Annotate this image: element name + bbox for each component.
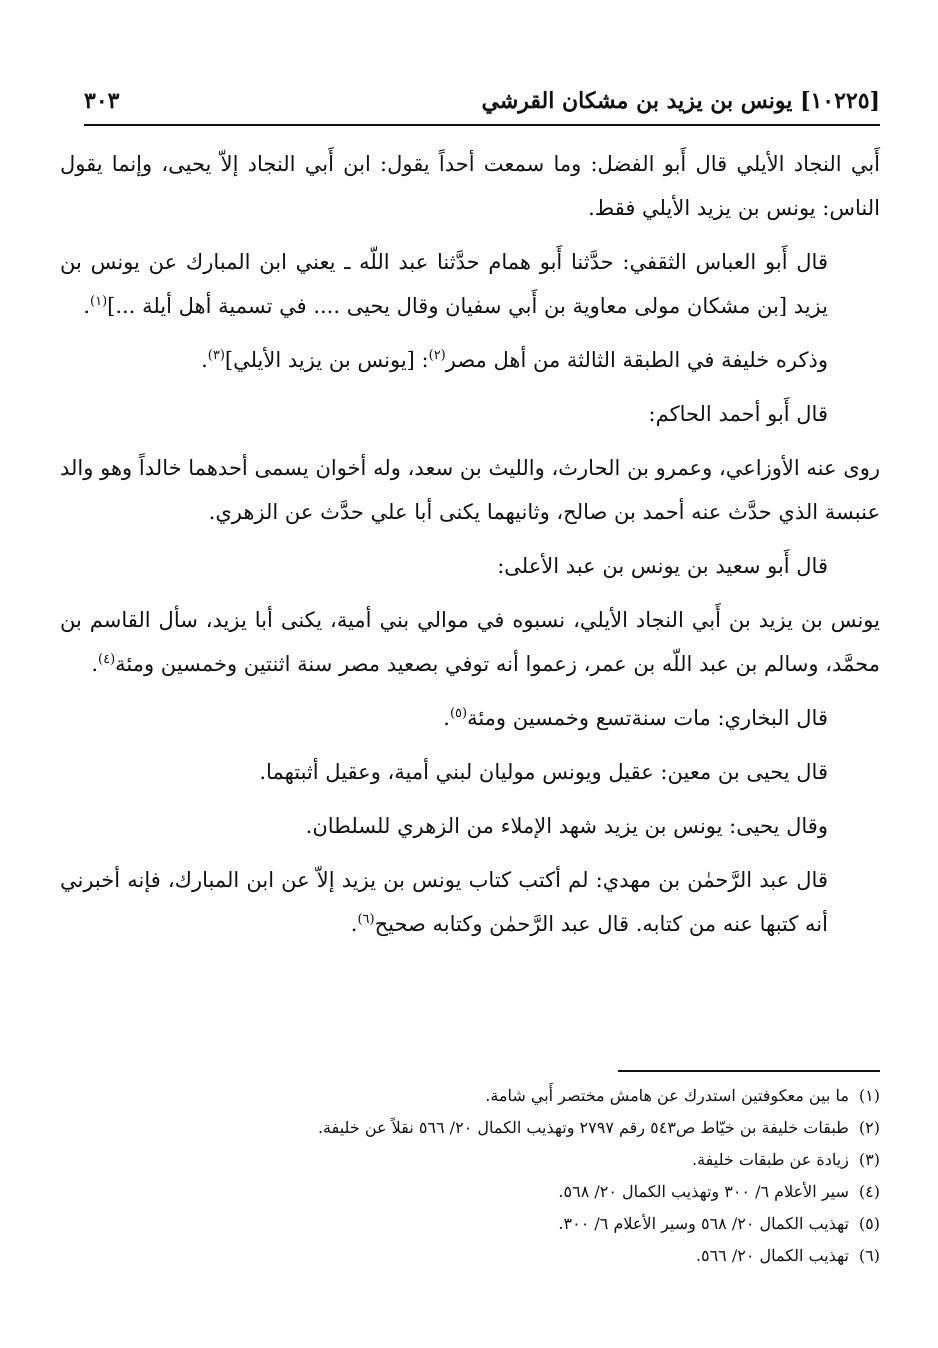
paragraph-5: روى عنه الأوزاعي، وعمرو بن الحارث، والليث بن سعد، وله أخوان يسمى أحدهما خالداً وهو والد عنبسة الذي حدَّث عنه أحمد بن صالح، وثانيهما يكنى أبا علي حدَّث عن الزهري. — [60, 456, 880, 524]
footnote-ref-2[interactable]: (٢) — [428, 348, 446, 363]
footnotes — [60, 1080, 880, 1272]
main-text — [60, 142, 880, 956]
running-title: [١٠٢٢٥] يونس بن يزيد بن مشكان القرشي — [481, 88, 880, 114]
paragraph-1: أَبي النجاد الأيلي قال أَبو الفضل: وما سمعت أحداً يقول: ابن أَبي النجاد إلاّ يحيى، وإنما يقول الناس: يونس بن يزيد الأيلي فقط. — [60, 152, 880, 220]
paragraph-8: قال البخاري: مات سنةتسع وخمسين ومئة$^{(٥)}$. — [443, 706, 828, 730]
paragraph-10: وقال يحيى: يونس بن يزيد شهد الإملاء من الزهري للسلطان. — [305, 814, 828, 838]
footnote-ref-6[interactable]: (٦) — [357, 912, 375, 927]
footnote-divider — [618, 1070, 880, 1072]
footnote-6: (٦)تهذيب الكمال ٢٠/ ٥٦٦. — [695, 1246, 880, 1265]
footnote-ref-5[interactable]: (٥) — [449, 706, 468, 721]
footnote-ref-4[interactable]: (٤) — [98, 652, 116, 667]
paragraph-6: قال أَبو سعيد بن يونس بن عبد الأعلى: — [497, 554, 828, 578]
paragraph-2: قال أَبو العباس الثقفي: حدَّثنا أَبو همام حدَّثنا عبد اللّه ـ يعني ابن المبارك عن يونس بن يزيد [بن مشكان مولى معاوية بن أَبي سفيان وقال يحيى .... في تسمية أهل أيلة ...]$^{(١)}$. — [60, 250, 828, 318]
footnote-1: (١)ما بين معكوفتين استدرك عن هامش مختصر أَبي شامة. — [485, 1086, 880, 1105]
paragraph-7: يونس بن يزيد بن أَبي النجاد الأيلي، نسبوه في موالي بني أمية، يكنى أبا يزيد، سأل القاسم بن محمَّد، وسالم بن عبد اللّه بن عمر، زعموا أنه توفي بصعيد مصر سنة اثنتين وخمسين ومئة$^{(٤)}$. — [60, 608, 880, 676]
footnote-2: (٢)طبقات خليفة بن خيّاط ص٥٤٣ رقم ٢٧٩٧ وتهذيب الكمال ٢٠/ ٥٦٦ نقلاً عن خليفة. — [317, 1118, 880, 1137]
page-number: ٣٠٣ — [84, 88, 120, 114]
paragraph-9: قال يحيى بن معين: عقيل ويونس موليان لبني أمية، وعقيل أثبتهما. — [259, 760, 828, 784]
footnote-5: (٥)تهذيب الكمال ٢٠/ ٥٦٨ وسير الأعلام ٦/ ٣٠٠. — [558, 1214, 880, 1233]
page-header — [84, 82, 880, 126]
footnote-3: (٣)زيادة عن طبقات خليفة. — [691, 1150, 880, 1169]
footnote-ref-3[interactable]: (٣) — [207, 348, 225, 363]
paragraph-4: قال أَبو أحمد الحاكم: — [648, 402, 828, 426]
header-divider — [84, 124, 880, 126]
footnote-ref-1[interactable]: (١) — [90, 294, 108, 309]
footnote-4: (٤)سير الأعلام ٦/ ٣٠٠ وتهذيب الكمال ٢٠/ ٥٦٨. — [558, 1182, 880, 1201]
paragraph-3: وذكره خليفة في الطبقة الثالثة من أهل مصر$^{(٢)}$: [يونس بن يزيد الأيلي]$^{(٣)}$. — [201, 348, 828, 372]
paragraph-11: قال عبد الرَّحمٰن بن مهدي: لم أكتب كتاب يونس بن يزيد إلاّ عن ابن المبارك، فإنه أخبرني أنه كتبها عنه من كتابه. قال عبد الرَّحمٰن وكتابه صحيح$^{(٦)}$. — [60, 868, 828, 936]
